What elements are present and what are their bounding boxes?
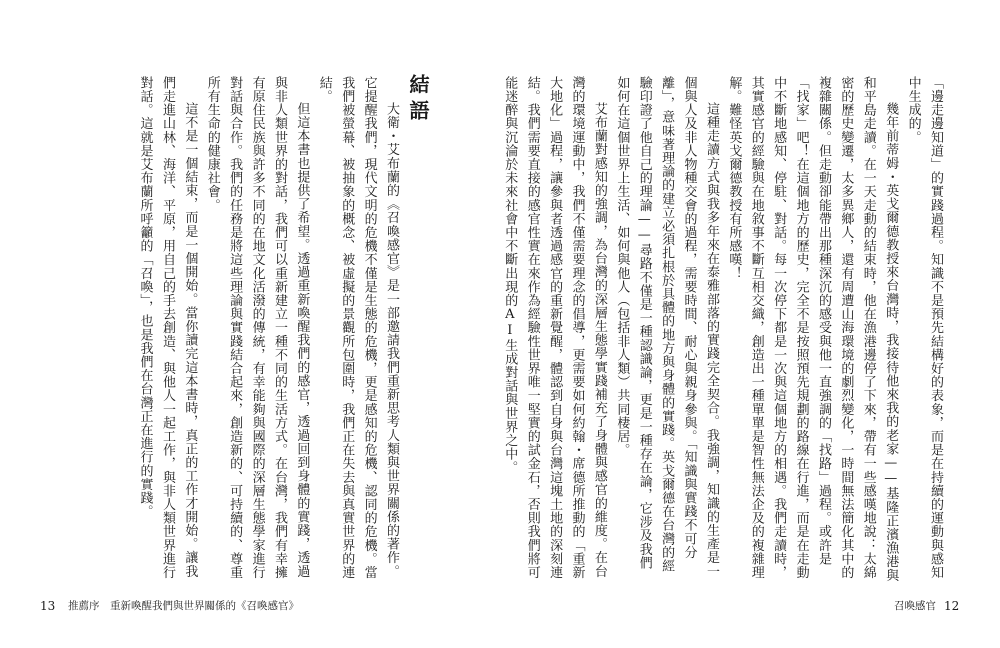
left-paragraph-1: 大衛・艾布蘭的《召喚感官》是一部邀請我們重新思考人類與世界關係的著作。它提醒我們，現代文明的危機不僅是生態的危機，更是感知的危機、認同的危機。當我們被螢幕、被抽象的概念、被虛擬的景觀所包圍時，我們正在失去與真實世界的連結。 bbox=[316, 76, 399, 580]
left-page-body bbox=[137, 76, 402, 582]
right-page bbox=[500, 0, 1000, 648]
chapter-title: 結語 bbox=[406, 74, 430, 126]
right-page-body bbox=[502, 76, 946, 582]
right-paragraph-3: 這種走讀方式與我多年來在泰雅部落的實踐完全契合。我強調，知識的生產是一個與人及非人物種交會的過程，需要時間、耐心與親身參與。「知識與實踐不可分離」，意味著理論的建立必須扎根於具體的地方與身體的實踐。英戈爾德在台灣的經驗印證了他自己的理論——尋路不僅是一種認識論，更是一種存在論，它涉及我們如何在這個世界上生活、如何與他人（包括非人類）共同棲居。 bbox=[614, 76, 719, 578]
left-running-header: 推薦序 重新喚醒我們與世界關係的《召喚感官》 bbox=[68, 600, 299, 612]
right-paragraph-4: 艾布蘭對感知的強調，為台灣的深層生態學實踐補充了身體與感官的維度。在台灣的環境運動中，我們不僅需要理念的倡導，更需要如何約翰・席德所推動的「重新大地化」過程，讓參與者透過感官的重新覺醒，體認到自身與台灣這塊土地的深刻連結。我們需要直接的感官性實在來作為經驗性世界唯一堅實的試金石，否則我們將可能迷醉與沉淪於未來社會中不斷出現的AI生成對話與世界之中。 bbox=[502, 76, 607, 580]
right-paragraph-2: 幾年前蒂姆・英戈爾德教授來台灣時，我接待他來我的老家——基隆正濱漁港與和平島走讀。在一天走動的結束時，他在漁港邊停了下來，帶有一些感嘆地說：太綿密的歷史變遷，太多異鄉人，還有周遭山海環境的劇烈變化，一時間無法簡化其中的複雜關係。但走動卻能帶出那種深沉的感受與他一直強調的「找路」過程。或許是「找家」吧！在這個地方的歷史，完全不是按照預先規劃的路線在行進，而是在走動中不斷地感知、停駐、對話。每一次停下都是一次與這個地方的相遇。我們走讀時，其實感官的經驗與在地敘事不斷互相交織，創造出一種單單是智性無法企及的複雜理解。難怪英戈爾德教授有所感嘆！ bbox=[726, 76, 899, 582]
right-running-header: 召喚感官 bbox=[894, 600, 936, 612]
left-paragraph-2: 但這本書也提供了希望。透過重新喚醒我們的感官，透過回到身體的實踐，透過與非人類世界的對話，我們可以重新建立一種不同的生活方式。在台灣，我們有幸擁有原住民族與許多不同的在地文化活潑的傳統，有幸能夠與國際的深層生態學家進行對話與合作。我們的任務是將這些理論與實踐結合起來，創造新的、可持續的、尊重所有生命的健康社會。 bbox=[204, 76, 310, 580]
left-page-number: 13 bbox=[40, 599, 56, 613]
right-paragraph-1: 「邊走邊知道」的實踐過程。知識不是預先結構好的表象，而是在持續的運動與感知中生成的。 bbox=[905, 76, 943, 580]
left-paragraph-3: 這不是一個結束，而是一個開始。當你讀完這本書時，真正的工作才開始。讓我們走進山林、海洋、平原，用自己的手去創造、與他人一起工作，與非人類世界進行對話。這就是艾布蘭所呼籲的「召喚」，也是我們在台灣正在進行的實踐。 bbox=[137, 76, 198, 580]
right-page-number: 12 bbox=[944, 599, 960, 613]
